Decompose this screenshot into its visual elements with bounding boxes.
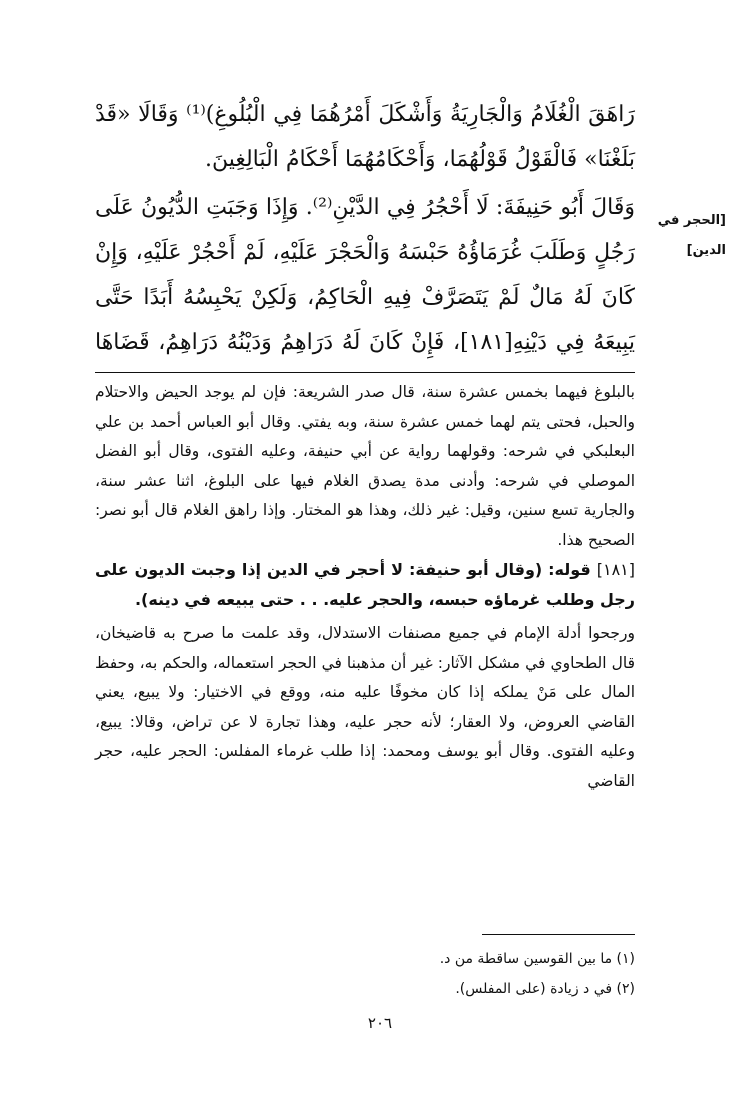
margin-heading-line-2: الدين] bbox=[686, 243, 726, 258]
main-paragraph-2: وَقَالَ أَبُو حَنِيفَةَ: لَا أَحْجُرُ فِي الدَّيْنِ⁽²⁾. وَإِذَا وَجَبَتِ الدُّيُونُ عَلَى رَجُلٍ وَطَلَبَ غُرَمَاؤُهُ حَبْسَهُ وَالْحَجْرَ عَلَيْهِ، لَمْ أَحْجُرْ عَلَيْهِ، وَإِنْ كَانَ لَهُ مَالٌ لَمْ يَتَصَرَّفْ فِيهِ الْحَاكِمُ، وَلَكِنْ يَحْبِسُهُ أَبَدًا حَتَّى يَبِيعَهُ فِي دَيْنِهِ[١٨١]، فَإِنْ كَانَ لَهُ دَرَاهِمُ وَدَيْنُهُ دَرَاهِمُ، قَضَاهَا bbox=[95, 195, 635, 355]
footnote-separator bbox=[482, 934, 635, 935]
margin-heading-line-1: [الحجر في bbox=[657, 213, 726, 228]
main-paragraph-1: رَاهَقَ الْغُلَامُ وَالْجَارِيَةُ وَأَشْكَلَ أَمْرُهُمَا فِي الْبُلُوغِ)⁽¹⁾ وَقَالَا «قَدْ بَلَغْنَا» فَالْقَوْلُ قَوْلُهُمَا، وَأَحْكَامُهُمَا أَحْكَامُ الْبَالِغِينَ. bbox=[95, 102, 635, 172]
main-text-separator bbox=[95, 372, 635, 373]
page-number: ٢٠٦ bbox=[367, 1014, 393, 1032]
footnotes-block bbox=[95, 944, 635, 1004]
margin-heading bbox=[648, 206, 726, 266]
main-text-block bbox=[95, 92, 635, 365]
commentary-block bbox=[95, 378, 635, 796]
commentary-quote-text: قوله: (وقال أبو حنيفة: لا أحجر في الدين إذا وجبت الديون على رجل وطلب غرماؤه حبسه، والحجر عليه. . . حتى يبيعه في دينه). bbox=[95, 560, 635, 609]
commentary-reference-number: [١٨١] bbox=[596, 560, 635, 579]
commentary-paragraph-1: بالبلوغ فيهما بخمس عشرة سنة، قال صدر الشريعة: فإن لم يوجد الحيض والاحتلام والحبل، فحتى يتم لهما خمس عشرة سنة، وبه يفتي. وقال أبو العباس أحمد بن علي البعلبكي في شرحه: وقولهما رواية عن أبي حنيفة، وعليه الفتوى، وقال أبو الفضل الموصلي في شرحه: وأدنى مدة يصدق الغلام فيها على البلوغ، اثنا عشر سنة، والجارية تسع سنين، وقيل: غير ذلك، وهذا هو المختار. وإذا راهق الغلام قال أبو نصر: الصحيح هذا. bbox=[95, 383, 635, 549]
footnote-1: (١) ما بين القوسين ساقطة من د. bbox=[439, 951, 635, 967]
footnote-2: (٢) في د زيادة (على المفلس). bbox=[455, 981, 635, 997]
commentary-quote-paragraph bbox=[95, 555, 635, 615]
commentary-paragraph-3: ورجحوا أدلة الإمام في جميع مصنفات الاستدلال، وقد علمت ما صرح به قاضيخان، قال الطحاوي في مشكل الآثار: غير أن مذهبنا في الحجر استعماله، والحكم به، وحفظ المال على مَنْ يملكه إذا كان مخوفًا عليه منه، ووقع في الاختيار: ولا يبيع، يعني القاضي العروض، ولا العقار؛ لأنه حجر عليه، وهذا تجارة لا عن تراض، وقالا: يبيع، وعليه الفتوى. وقال أبو يوسف ومحمد: إذا طلب غرماء المفلس: الحجر عليه، حجر القاضي bbox=[95, 624, 635, 790]
